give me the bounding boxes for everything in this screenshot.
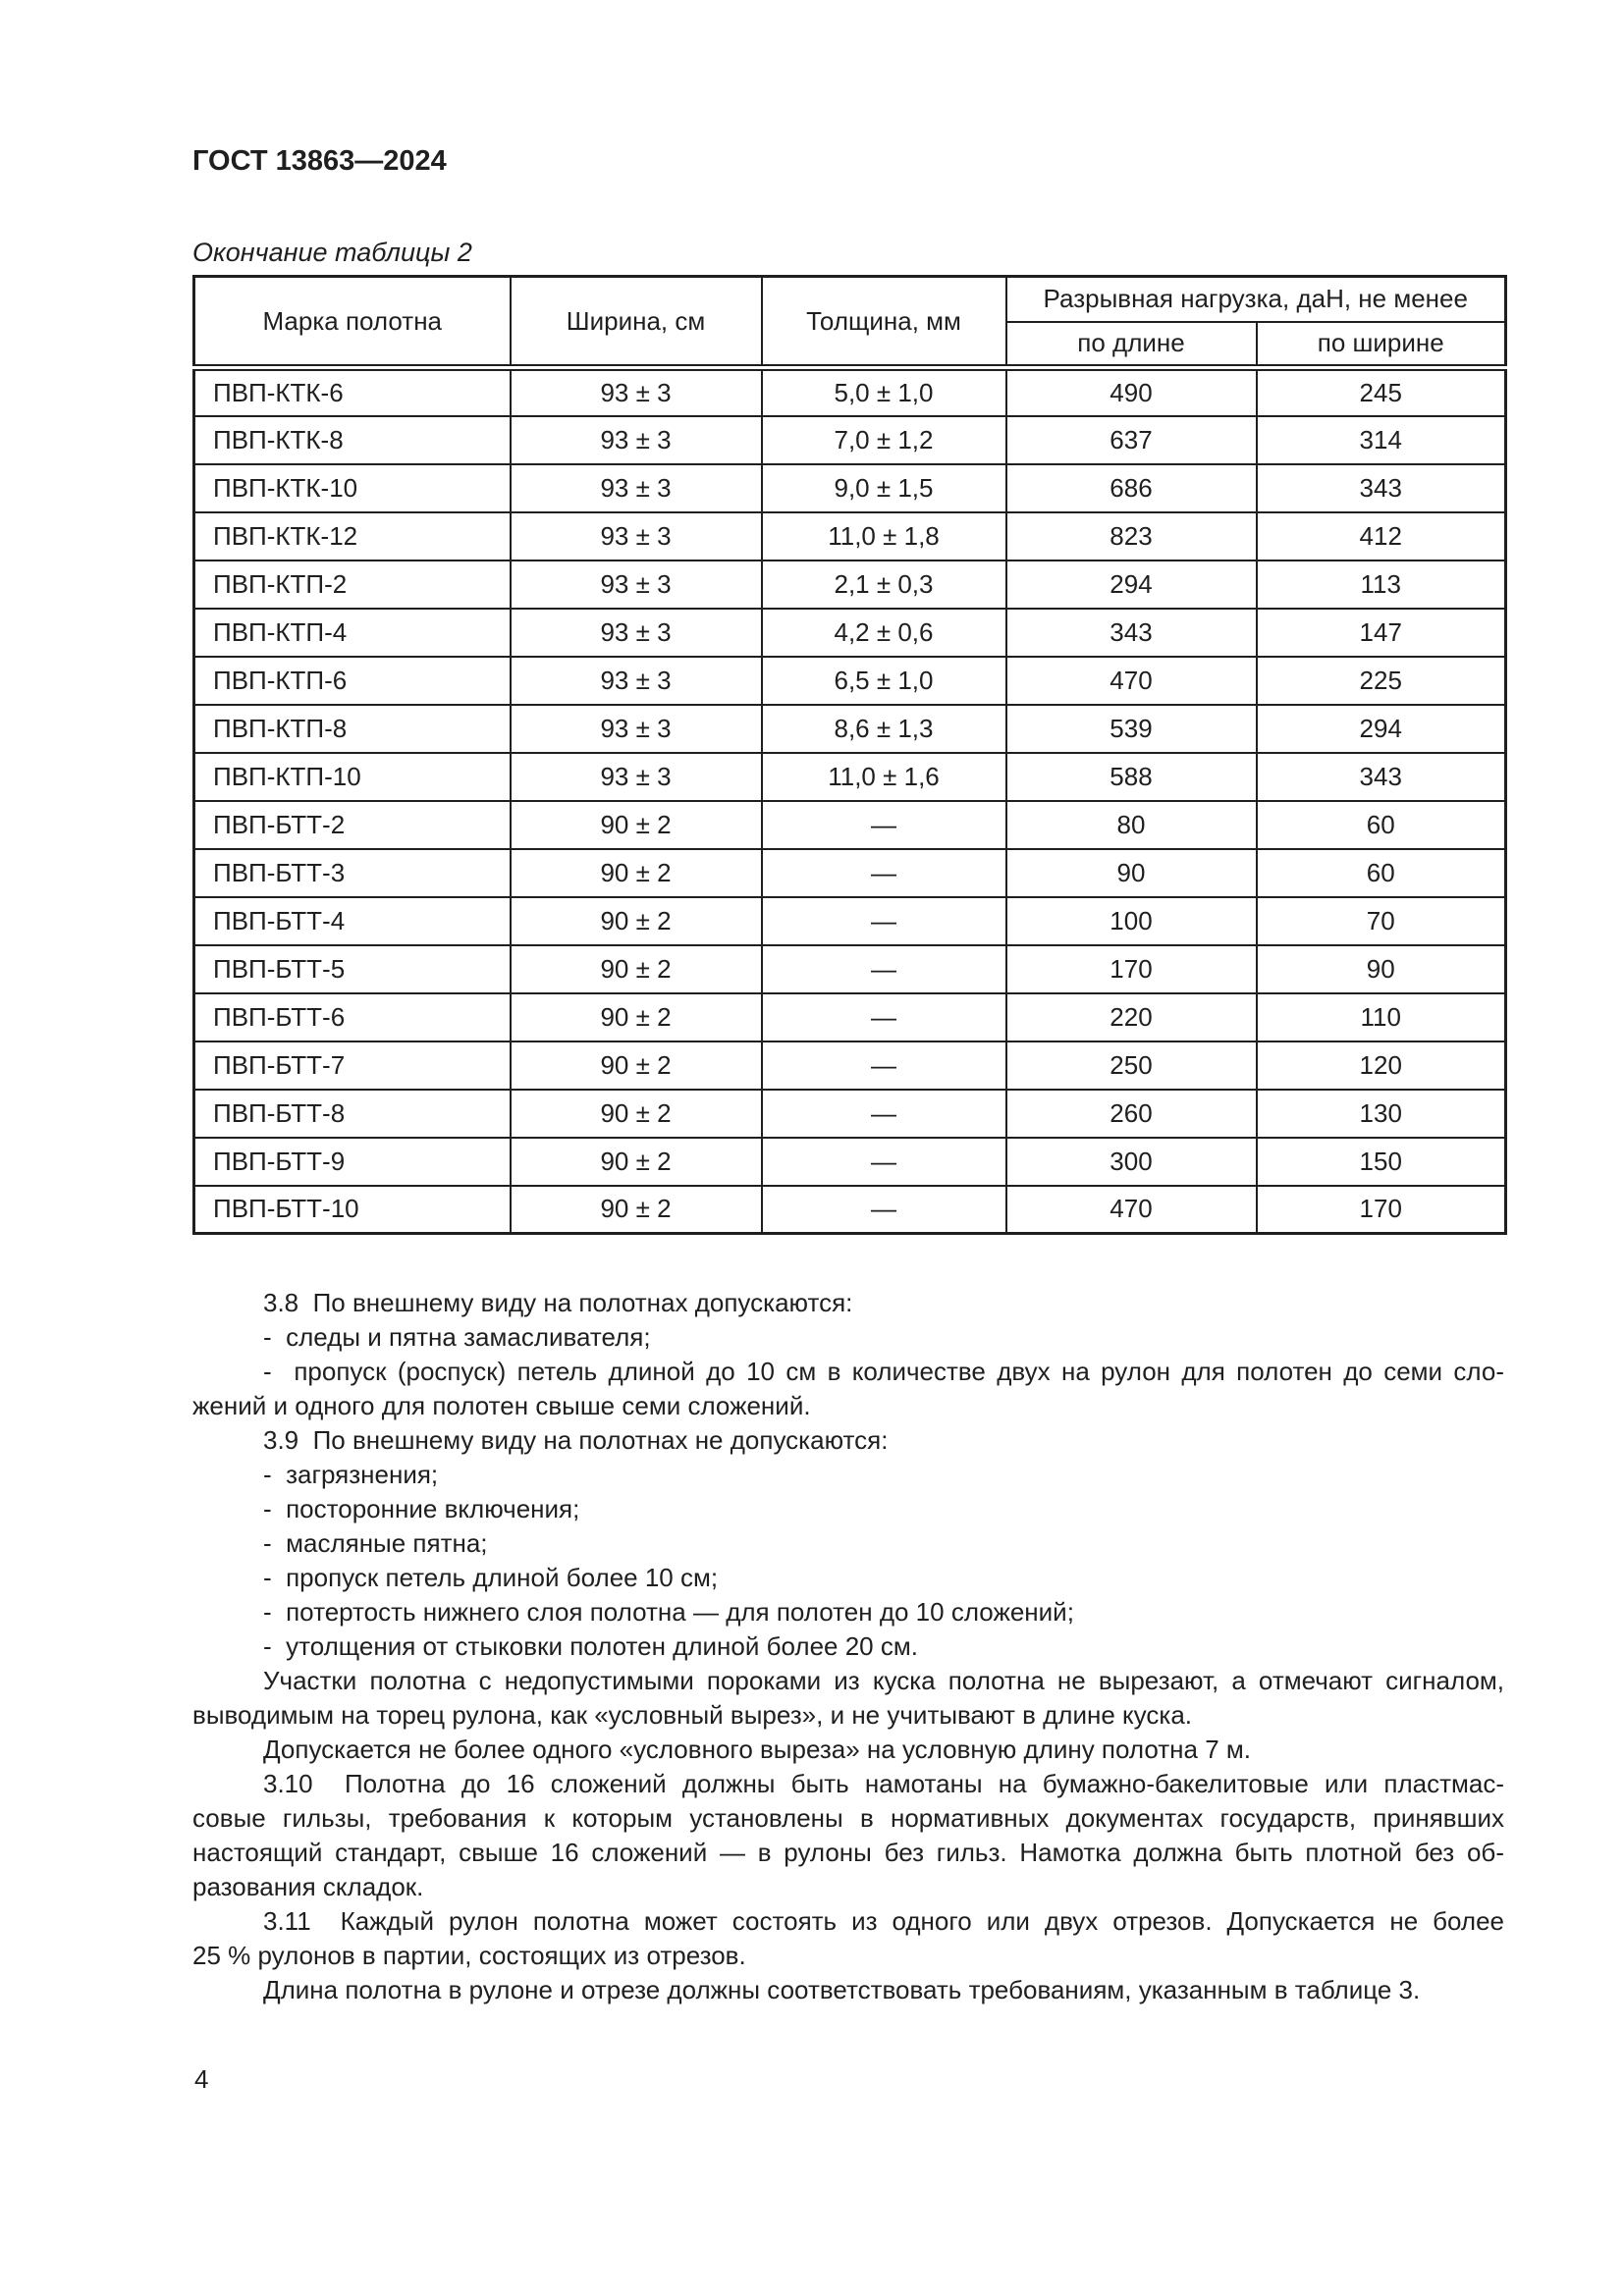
cell-thickness: — (762, 993, 1006, 1041)
table-row (194, 1186, 1506, 1234)
cell-mark: ПВП-БТТ-9 (194, 1138, 511, 1186)
doc-code: ГОСТ 13863—2024 (192, 145, 447, 177)
cell-thickness: — (762, 1186, 1006, 1234)
text-line: 3.9 По внешнему виду на полотнах не допускаются: (263, 1425, 889, 1455)
table-row (194, 897, 1506, 945)
table-row (194, 512, 1506, 561)
cell-load-length: 250 (1006, 1041, 1257, 1090)
cell-thickness: — (762, 849, 1006, 897)
cell-load-width: 314 (1257, 416, 1506, 464)
text-line: выводимым на торец рулона, как «условный вырез», и не учитывают в длине куска. (192, 1700, 1193, 1730)
table-row (194, 801, 1506, 849)
table-row (194, 561, 1506, 609)
cell-load-width: 412 (1257, 512, 1506, 561)
page-number: 4 (194, 2064, 209, 2094)
cell-thickness: — (762, 801, 1006, 849)
col-header-breaking-load: Разрывная нагрузка, даН, не менее (1006, 277, 1506, 322)
cell-load-width: 147 (1257, 609, 1506, 657)
cell-width: 93 ± 3 (511, 609, 762, 657)
cell-thickness: 7,0 ± 1,2 (762, 416, 1006, 464)
cell-mark: ПВП-БТТ-7 (194, 1041, 511, 1090)
table-row (194, 416, 1506, 464)
cell-mark: ПВП-КТП-6 (194, 657, 511, 705)
cell-load-width: 245 (1257, 368, 1506, 416)
table-row (194, 1090, 1506, 1138)
body-text (192, 1286, 1504, 2007)
cell-load-length: 170 (1006, 945, 1257, 993)
text-line: 25 % рулонов в партии, состоящих из отрезов. (192, 1941, 746, 1970)
cell-mark: ПВП-КТП-4 (194, 609, 511, 657)
cell-width: 90 ± 2 (511, 993, 762, 1041)
text-line: - потертость нижнего слоя полотна — для полотен до 10 сложений; (263, 1597, 1074, 1627)
cell-width: 90 ± 2 (511, 897, 762, 945)
cell-mark: ПВП-БТТ-2 (194, 801, 511, 849)
text-line: - загрязнения; (263, 1460, 439, 1489)
table-row (194, 849, 1506, 897)
text-line: настоящий стандарт, свыше 16 сложений — в рулоны без гильз. Намотка должна быть плотной без об- (192, 1838, 1504, 1867)
table-row (194, 609, 1506, 657)
cell-load-width: 170 (1257, 1186, 1506, 1234)
cell-mark: ПВП-КТК-6 (194, 368, 511, 416)
col-header-mark: Марка полотна (194, 277, 511, 368)
text-line: - утолщения от стыковки полотен длиной более 20 см. (263, 1631, 918, 1661)
col-header-by-width: по ширине (1257, 322, 1506, 368)
cell-load-width: 343 (1257, 753, 1506, 801)
cell-mark: ПВП-БТТ-6 (194, 993, 511, 1041)
cell-width: 93 ± 3 (511, 705, 762, 753)
cell-width: 93 ± 3 (511, 657, 762, 705)
cell-load-length: 343 (1006, 609, 1257, 657)
text-line: - посторонние включения; (263, 1494, 580, 1523)
text-line: Участки полотна с недопустимыми пороками из куска полотна не вырезают, а отмечают сигналом, (263, 1666, 1504, 1695)
cell-load-length: 823 (1006, 512, 1257, 561)
cell-load-length: 588 (1006, 753, 1257, 801)
cell-width: 90 ± 2 (511, 1138, 762, 1186)
cell-thickness: — (762, 1041, 1006, 1090)
cell-thickness: 2,1 ± 0,3 (762, 561, 1006, 609)
cell-load-width: 130 (1257, 1090, 1506, 1138)
cell-load-length: 490 (1006, 368, 1257, 416)
cell-mark: ПВП-КТК-10 (194, 464, 511, 512)
cell-width: 90 ± 2 (511, 801, 762, 849)
cell-load-length: 470 (1006, 657, 1257, 705)
cell-mark: ПВП-БТТ-8 (194, 1090, 511, 1138)
cell-load-width: 225 (1257, 657, 1506, 705)
cell-thickness: — (762, 945, 1006, 993)
text-line: жений и одного для полотен свыше семи сложений. (192, 1391, 811, 1420)
cell-load-width: 294 (1257, 705, 1506, 753)
cell-mark: ПВП-БТТ-5 (194, 945, 511, 993)
cell-load-width: 70 (1257, 897, 1506, 945)
cell-thickness: 8,6 ± 1,3 (762, 705, 1006, 753)
cell-mark: ПВП-КТП-8 (194, 705, 511, 753)
cell-load-length: 220 (1006, 993, 1257, 1041)
cell-width: 90 ± 2 (511, 849, 762, 897)
cell-width: 93 ± 3 (511, 561, 762, 609)
cell-load-width: 150 (1257, 1138, 1506, 1186)
cell-load-length: 300 (1006, 1138, 1257, 1186)
cell-load-width: 113 (1257, 561, 1506, 609)
text-line: - масляные пятна; (263, 1528, 488, 1558)
cell-width: 90 ± 2 (511, 1186, 762, 1234)
text-line: Допускается не более одного «условного выреза» на условную длину полотна 7 м. (263, 1735, 1251, 1764)
cell-load-width: 343 (1257, 464, 1506, 512)
cell-width: 93 ± 3 (511, 416, 762, 464)
cell-width: 90 ± 2 (511, 945, 762, 993)
cell-thickness: 11,0 ± 1,6 (762, 753, 1006, 801)
cell-mark: ПВП-КТП-2 (194, 561, 511, 609)
text-line: Длина полотна в рулоне и отрезе должны соответствовать требованиям, указанным в таблице 3. (263, 1975, 1421, 2004)
text-line: - пропуск петель длиной более 10 см; (263, 1563, 719, 1592)
cell-load-length: 637 (1006, 416, 1257, 464)
cell-mark: ПВП-БТТ-3 (194, 849, 511, 897)
cell-mark: ПВП-КТК-12 (194, 512, 511, 561)
table-row (194, 705, 1506, 753)
table-row (194, 657, 1506, 705)
text-line: 3.10 Полотна до 16 сложений должны быть намотаны на бумажно-бакелитовые или пластмас- (263, 1769, 1504, 1798)
cell-thickness: 5,0 ± 1,0 (762, 368, 1006, 416)
cell-width: 90 ± 2 (511, 1090, 762, 1138)
text-line: совые гильзы, требования к которым установлены в нормативных документах государств, принявших (192, 1803, 1504, 1833)
cell-width: 93 ± 3 (511, 512, 762, 561)
cell-load-width: 120 (1257, 1041, 1506, 1090)
cell-load-length: 686 (1006, 464, 1257, 512)
table-row (194, 1138, 1506, 1186)
cell-thickness: — (762, 1090, 1006, 1138)
cell-width: 93 ± 3 (511, 464, 762, 512)
spec-table (192, 275, 1507, 1235)
table-row (194, 753, 1506, 801)
text-line: разования складок. (192, 1872, 424, 1901)
table-caption: Окончание таблицы 2 (192, 238, 472, 267)
cell-width: 90 ± 2 (511, 1041, 762, 1090)
cell-thickness: — (762, 897, 1006, 945)
table-row (194, 993, 1506, 1041)
cell-thickness: 11,0 ± 1,8 (762, 512, 1006, 561)
cell-load-length: 294 (1006, 561, 1257, 609)
table-header-row-1 (194, 277, 1506, 322)
cell-load-width: 60 (1257, 849, 1506, 897)
text-line: - пропуск (роспуск) петель длиной до 10 см в количестве двух на рулон для полотен до семи сло- (263, 1357, 1504, 1386)
cell-mark: ПВП-БТТ-10 (194, 1186, 511, 1234)
cell-load-width: 90 (1257, 945, 1506, 993)
text-line: - следы и пятна замасливателя; (263, 1322, 651, 1352)
cell-mark: ПВП-КТП-10 (194, 753, 511, 801)
table-row (194, 368, 1506, 416)
table-body (194, 368, 1506, 1234)
cell-load-length: 470 (1006, 1186, 1257, 1234)
cell-load-length: 539 (1006, 705, 1257, 753)
cell-load-length: 100 (1006, 897, 1257, 945)
cell-load-length: 260 (1006, 1090, 1257, 1138)
cell-load-width: 60 (1257, 801, 1506, 849)
col-header-thickness: Толщина, мм (762, 277, 1006, 368)
table-row (194, 945, 1506, 993)
col-header-width: Ширина, см (511, 277, 762, 368)
table-row (194, 1041, 1506, 1090)
cell-width: 93 ± 3 (511, 753, 762, 801)
table-row (194, 464, 1506, 512)
cell-load-length: 80 (1006, 801, 1257, 849)
col-header-by-length: по длине (1006, 322, 1257, 368)
cell-thickness: 9,0 ± 1,5 (762, 464, 1006, 512)
cell-mark: ПВП-КТК-8 (194, 416, 511, 464)
cell-thickness: 4,2 ± 0,6 (762, 609, 1006, 657)
cell-thickness: 6,5 ± 1,0 (762, 657, 1006, 705)
cell-load-width: 110 (1257, 993, 1506, 1041)
cell-width: 93 ± 3 (511, 368, 762, 416)
cell-load-length: 90 (1006, 849, 1257, 897)
text-line: 3.8 По внешнему виду на полотнах допускаются: (263, 1288, 853, 1317)
cell-mark: ПВП-БТТ-4 (194, 897, 511, 945)
text-line: 3.11 Каждый рулон полотна может состоять из одного или двух отрезов. Допускается не более (263, 1906, 1504, 1936)
cell-thickness: — (762, 1138, 1006, 1186)
